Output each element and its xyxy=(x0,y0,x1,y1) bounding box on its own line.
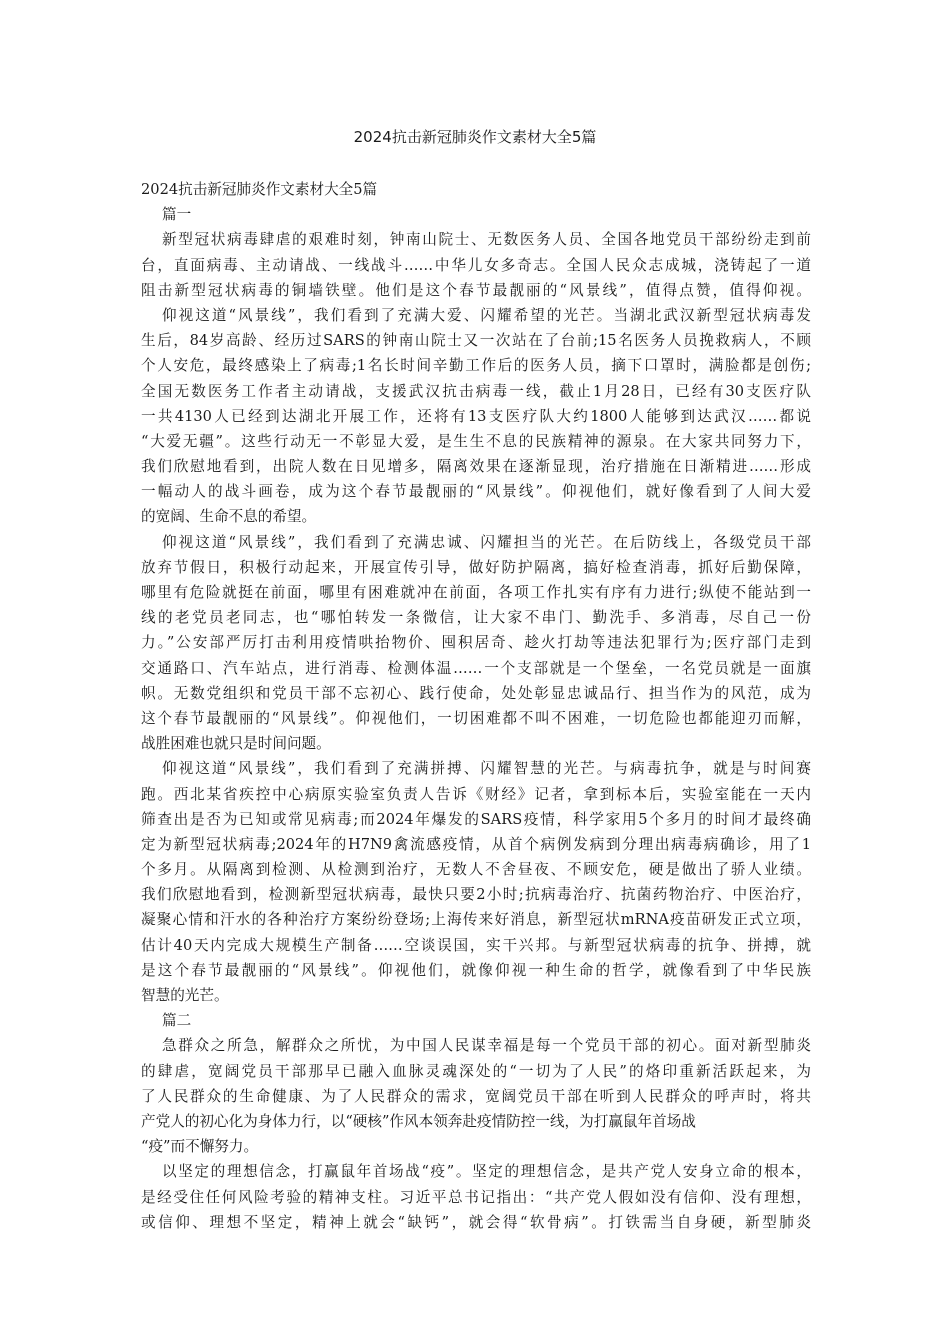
text-line: 台，直面病毒、主动请战、一线战斗……中华儿女多奇志。全国人民众志成城，浇铸起了一道 xyxy=(141,256,811,274)
text-line: 个人安危，最终感染上了病毒;1名长时间辛勤工作后的医务人员，摘下口罩时，满脸都是创伤; xyxy=(141,357,811,375)
text-line: 2024抗击新冠肺炎作文素材大全5篇 xyxy=(141,181,378,198)
text-line: 新型冠状病毒肆虐的艰难时刻，钟南山院士、无数医务人员、全国各地党员干部纷纷走到前 xyxy=(162,231,811,249)
text-line: 跑。西北某省疾控中心病原实验室负责人告诉《财经》记者，拿到标本后，实验室能在一天内 xyxy=(141,785,811,803)
text-line: 阻击新型冠状病毒的铜墙铁壁。他们是这个春节最靓丽的“风景线”，值得点赞，值得仰视。 xyxy=(141,281,811,299)
text-line: 的宽阔、生命不息的希望。 xyxy=(141,508,317,526)
document-body xyxy=(141,177,811,1235)
text-line: 是经受住任何风险考验的精神支柱。习近平总书记指出：“共产党人假如没有信仰、没有理想， xyxy=(141,1188,811,1206)
text-line: 力。”公安部严厉打击利用疫情哄抬物价、囤积居奇、趁火打劫等违法犯罪行为;医疗部门走到 xyxy=(141,634,811,652)
text-line: “大爱无疆”。这些行动无一不彰显大爱，是生生不息的民族精神的源泉。在大家共同努力下， xyxy=(141,432,811,450)
text-line: 筛查出是否为已知或常见病毒;而2024年爆发的SARS疫情，科学家用5个多月的时间才最终确 xyxy=(141,810,811,828)
text-line: 生后，84岁高龄、经历过SARS的钟南山院士又一次站在了台前;15名医务人员挽救病人，不顾 xyxy=(141,332,811,350)
text-line: 以坚定的理想信念，打赢鼠年首场战“疫”。坚定的理想信念，是共产党人安身立命的根本， xyxy=(162,1163,811,1181)
text-line: 定为新型冠状病毒;2024年的H7N9禽流感疫情，从首个病例发病到分理出病毒病确诊，用了1 xyxy=(141,835,811,853)
text-line: 我们欣慰地看到，出院人数在日见增多，隔离效果在逐渐显现，治疗措施在日渐精进……形成 xyxy=(141,458,811,476)
text-line: 这个春节最靓丽的“风景线”。仰视他们，一切困难都不叫不困难，一切危险也都能迎刃而解， xyxy=(141,709,811,727)
text-line: 凝聚心情和汗水的各种治疗方案纷纷登场;上海传来好消息，新型冠状mRNA疫苗研发正式立项， xyxy=(141,911,811,929)
text-line: 篇二 xyxy=(162,1012,192,1030)
text-line: 帜。无数党组织和党员干部不忘初心、践行使命，处处彰显忠诚品行、担当作为的风范，成为 xyxy=(141,684,811,702)
text-line: 估计40天内完成大规模生产制备……空谈误国，实干兴邦。与新型冠状病毒的抗争、拼搏，就 xyxy=(141,936,811,954)
text-line: 仰视这道“风景线”，我们看到了充满忠诚、闪耀担当的光芒。在后防线上，各级党员干部 xyxy=(162,533,811,551)
text-line: 仰视这道“风景线”，我们看到了充满拼搏、闪耀智慧的光芒。与病毒抗争，就是与时间赛 xyxy=(162,760,811,778)
text-line: “疫”而不懈努力。 xyxy=(141,1138,259,1156)
text-line: 个多月。从隔离到检测、从检测到治疗，无数人不舍昼夜、不顾安危，硬是做出了骄人业绩。 xyxy=(141,861,811,879)
text-line: 哪里有危险就挺在前面，哪里有困难就冲在前面，各项工作扎实有序有力进行;纵使不能站到一 xyxy=(141,584,811,601)
text-line: 仰视这道“风景线”，我们看到了充满大爱、闪耀希望的光芒。当湖北武汉新型冠状病毒发 xyxy=(162,306,811,324)
text-line: 一共4130人已经到达湖北开展工作，还将有13支医疗队大约1800人能够到达武汉……都说 xyxy=(141,407,811,425)
text-line: 一幅动人的战斗画卷，成为这个春节最靓丽的“风景线”。仰视他们，就好像看到了人间大爱 xyxy=(141,483,811,501)
document-title: 2024抗击新冠肺炎作文素材大全5篇 xyxy=(353,128,597,146)
text-line: 全国无数医务工作者主动请战，支援武汉抗击病毒一线，截止1月28日，已经有30支医疗队 xyxy=(141,382,811,400)
text-line: 篇一 xyxy=(162,206,192,224)
text-line: 战胜困难也就只是时间问题。 xyxy=(141,735,331,753)
text-line: 是这个春节最靓丽的“风景线”。仰视他们，就像仰视一种生命的哲学，就像看到了中华民族 xyxy=(141,961,811,979)
text-line: 交通路口、汽车站点，进行消毒、检测体温……一个支部就是一个堡垒，一名党员就是一面旗 xyxy=(141,659,811,677)
text-line: 产党人的初心化为身体力行，以“硬核”作风本领奔赴疫情防控一线，为打赢鼠年首场战 xyxy=(141,1112,696,1130)
text-line: 了人民群众的生命健康、为了人民群众的需求，宽阔党员干部在听到人民群众的呼声时，将共 xyxy=(141,1087,811,1105)
text-line: 放弃节假日，积极行动起来，开展宣传引导，做好防护隔离，搞好检查消毒，抓好后勤保障， xyxy=(141,558,811,576)
text-line: 的肆虐，宽阔党员干部那早已融入血脉灵魂深处的“一切为了人民”的烙印重新活跃起来，为 xyxy=(141,1062,811,1080)
text-line: 急群众之所急，解群众之所忧，为中国人民谋幸福是每一个党员干部的初心。面对新型肺炎 xyxy=(162,1037,811,1055)
text-line: 智慧的光芒。 xyxy=(141,987,229,1004)
text-line: 线的老党员老同志，也“哪怕转发一条微信，让大家不串门、勤洗手、多消毒，尽自己一份 xyxy=(141,609,811,627)
text-line: 或信仰、理想不坚定，精神上就会“缺钙”，就会得“软骨病”。打铁需当自身硬，新型肺炎 xyxy=(141,1213,811,1231)
text-line: 我们欣慰地看到，检测新型冠状病毒，最快只要2小时;抗病毒治疗、抗菌药物治疗、中医治疗， xyxy=(141,886,811,904)
